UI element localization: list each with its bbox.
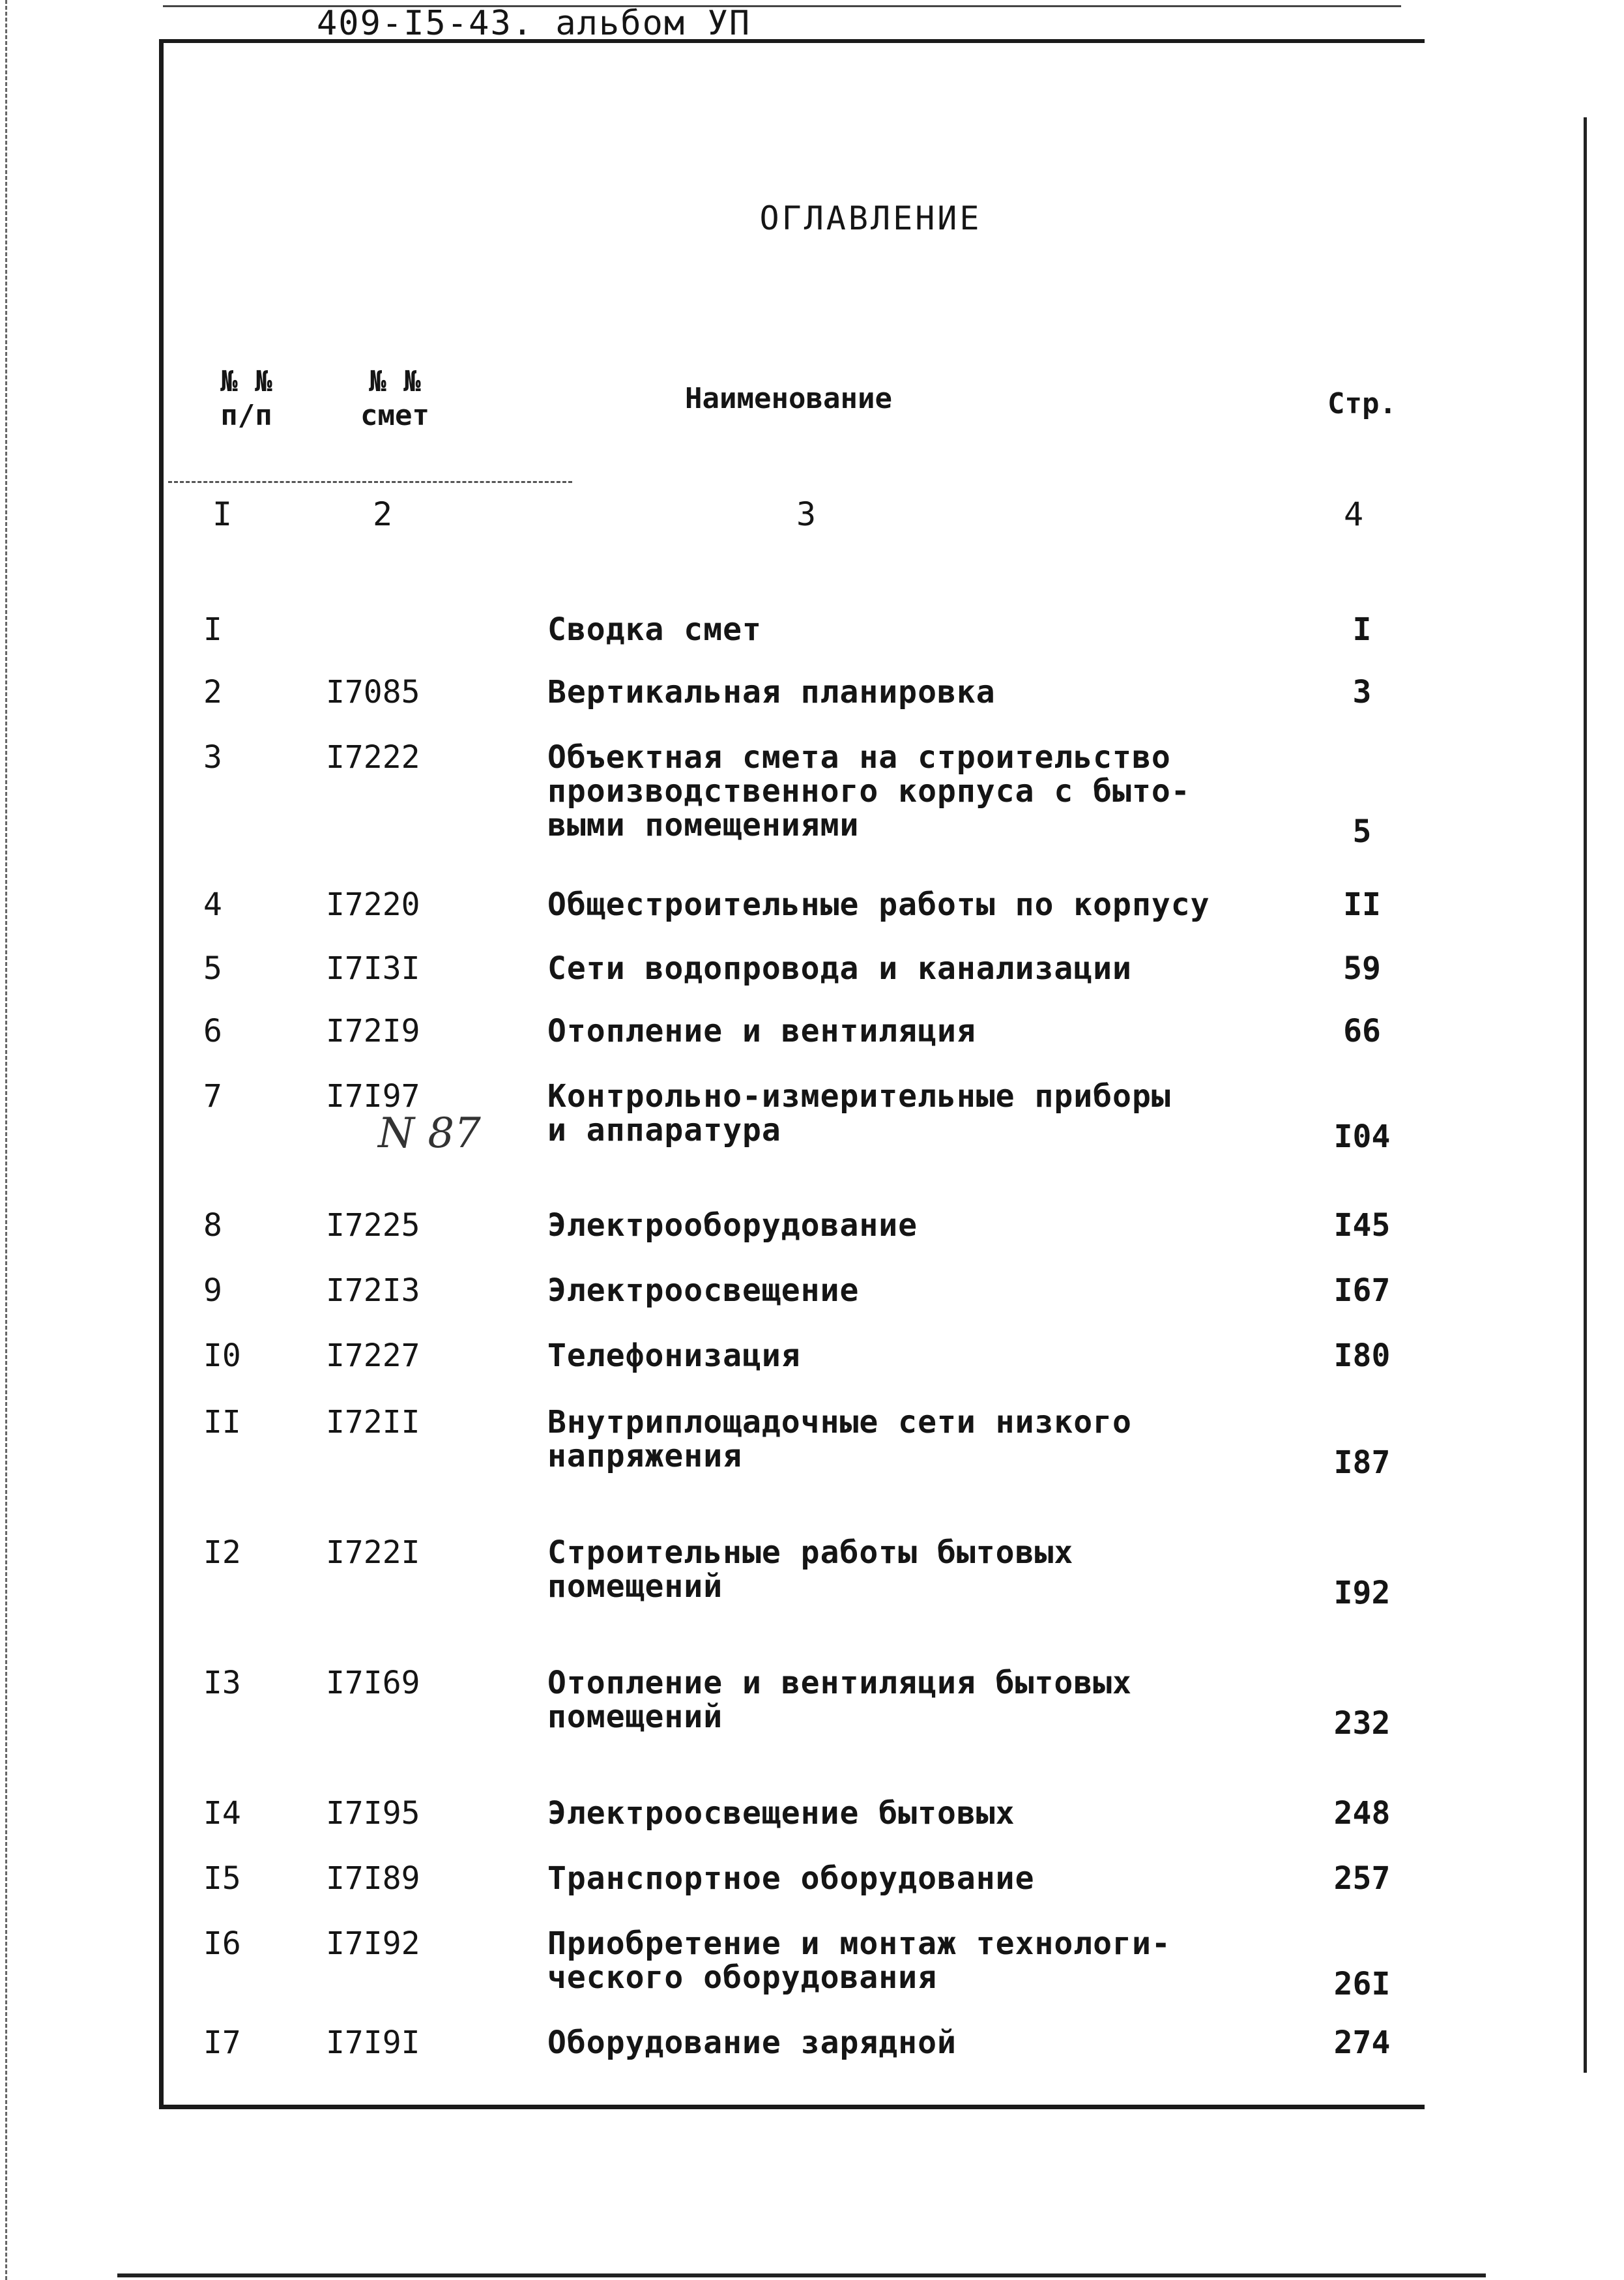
toc-row-number: 3 bbox=[203, 739, 222, 776]
toc-row-estimate-number: I7I95 bbox=[326, 1795, 420, 1832]
toc-row-number: 5 bbox=[203, 950, 222, 987]
toc-row-title: Приобретение и монтаж технологи- ческого оборудования bbox=[547, 1925, 1171, 1996]
toc-row-page: I80 bbox=[1333, 1337, 1391, 1374]
toc-row-estimate-number: I7I69 bbox=[326, 1665, 420, 1701]
scan-bottom-line bbox=[117, 2273, 1486, 2277]
toc-row-number: I3 bbox=[203, 1665, 241, 1701]
column-header-name: Наименование bbox=[685, 382, 892, 415]
toc-row-page: I92 bbox=[1333, 1575, 1391, 1611]
toc-row-estimate-number: I72I3 bbox=[326, 1272, 420, 1309]
toc-row-estimate-number: I72I9 bbox=[326, 1013, 420, 1049]
toc-row-title: Электрооборудование bbox=[547, 1207, 918, 1244]
column-number-4: 4 bbox=[1344, 495, 1364, 533]
toc-row-page: 248 bbox=[1333, 1795, 1391, 1832]
toc-row-title: Отопление и вентиляция bbox=[547, 1013, 976, 1049]
toc-row-estimate-number: I72II bbox=[326, 1404, 420, 1440]
toc-row-page: 5 bbox=[1352, 813, 1372, 850]
toc-row-estimate-number: I7I9I bbox=[326, 2024, 420, 2061]
toc-row-number: I6 bbox=[203, 1925, 241, 1962]
toc-row-estimate-number: I7085 bbox=[326, 674, 420, 710]
toc-row-page: 3 bbox=[1352, 674, 1372, 710]
toc-row-number: I7 bbox=[203, 2024, 241, 2061]
toc-row-title: Электроосвещение бытовых bbox=[547, 1795, 1015, 1832]
toc-row-estimate-number: I7225 bbox=[326, 1207, 420, 1244]
toc-row-page: I87 bbox=[1333, 1444, 1391, 1481]
scan-left-edge bbox=[5, 0, 7, 2280]
toc-row-title: Вертикальная планировка bbox=[547, 674, 996, 710]
toc-row-estimate-number: I7222 bbox=[326, 739, 420, 776]
toc-row-number: I4 bbox=[203, 1795, 241, 1832]
toc-row-title: Транспортное оборудование bbox=[547, 1860, 1035, 1897]
toc-row-estimate-number: I7I89 bbox=[326, 1860, 420, 1897]
header-divider bbox=[168, 481, 572, 483]
toc-row-title: Электроосвещение bbox=[547, 1272, 860, 1309]
toc-row-page: I04 bbox=[1333, 1118, 1391, 1155]
column-header-number: № № п/п bbox=[220, 365, 272, 432]
column-number-2: 2 bbox=[373, 495, 393, 533]
toc-row-number: I bbox=[203, 611, 222, 648]
album-code: 409-I5-43. альбом УП bbox=[317, 4, 751, 43]
toc-row-number: 8 bbox=[203, 1207, 222, 1244]
toc-row-number: 7 bbox=[203, 1078, 222, 1115]
toc-row-title: Внутриплощадочные сети низкого напряжения bbox=[547, 1404, 1132, 1474]
toc-row-title: Контрольно-измерительные приборы и аппаратура bbox=[547, 1078, 1171, 1148]
toc-row-estimate-number: I7I92 bbox=[326, 1925, 420, 1962]
handwritten-note-text: N 87 bbox=[378, 1109, 481, 1158]
toc-row-number: 2 bbox=[203, 674, 222, 710]
toc-row-estimate-number: I7227 bbox=[326, 1337, 420, 1374]
toc-row-page: 232 bbox=[1333, 1705, 1391, 1742]
column-number-3: 3 bbox=[796, 495, 817, 533]
toc-row-estimate-number: I7I97 bbox=[326, 1078, 420, 1115]
toc-row-page: 66 bbox=[1343, 1013, 1381, 1049]
toc-row-page: 274 bbox=[1333, 2024, 1391, 2061]
scan-right-edge bbox=[1584, 117, 1587, 2073]
toc-row-title: Оборудование зарядной bbox=[547, 2024, 957, 2061]
toc-row-page: 26I bbox=[1333, 1966, 1391, 2002]
toc-row-number: I2 bbox=[203, 1534, 241, 1571]
toc-row-number: I0 bbox=[203, 1337, 241, 1374]
toc-row-title: Строительные работы бытовых помещений bbox=[547, 1534, 1074, 1605]
handwritten-note bbox=[365, 1017, 534, 1212]
column-header-page: Стр. bbox=[1327, 387, 1397, 420]
toc-row-page: 257 bbox=[1333, 1860, 1391, 1897]
toc-row-estimate-number: I7I3I bbox=[326, 950, 420, 987]
toc-row-page: II bbox=[1343, 886, 1381, 923]
toc-row-page: I45 bbox=[1333, 1207, 1391, 1244]
toc-row-title: Телефонизация bbox=[547, 1337, 801, 1374]
toc-row-title: Сводка смет bbox=[547, 611, 762, 648]
toc-row-page: 59 bbox=[1343, 950, 1381, 987]
toc-row-page: I67 bbox=[1333, 1272, 1391, 1309]
toc-row-number: 4 bbox=[203, 886, 222, 923]
toc-row-title: Сети водопровода и канализации bbox=[547, 950, 1132, 987]
toc-row-number: I5 bbox=[203, 1860, 241, 1897]
toc-row-number: 9 bbox=[203, 1272, 222, 1309]
page-title: ОГЛАВЛЕНИЕ bbox=[759, 199, 982, 237]
toc-row-estimate-number: I722I bbox=[326, 1534, 420, 1571]
toc-row-page: I bbox=[1352, 611, 1372, 648]
toc-row-title: Объектная смета на строительство производственного корпуса с быто- выми помещениями bbox=[547, 739, 1191, 843]
toc-row-title: Отопление и вентиляция бытовых помещений bbox=[547, 1665, 1132, 1735]
toc-row-number: 6 bbox=[203, 1013, 222, 1049]
toc-row-number: II bbox=[203, 1404, 241, 1440]
column-number-1: I bbox=[212, 495, 233, 533]
column-header-estimate: № № смет bbox=[360, 365, 429, 432]
toc-row-title: Общестроительные работы по корпусу bbox=[547, 886, 1210, 923]
toc-row-estimate-number: I7220 bbox=[326, 886, 420, 923]
